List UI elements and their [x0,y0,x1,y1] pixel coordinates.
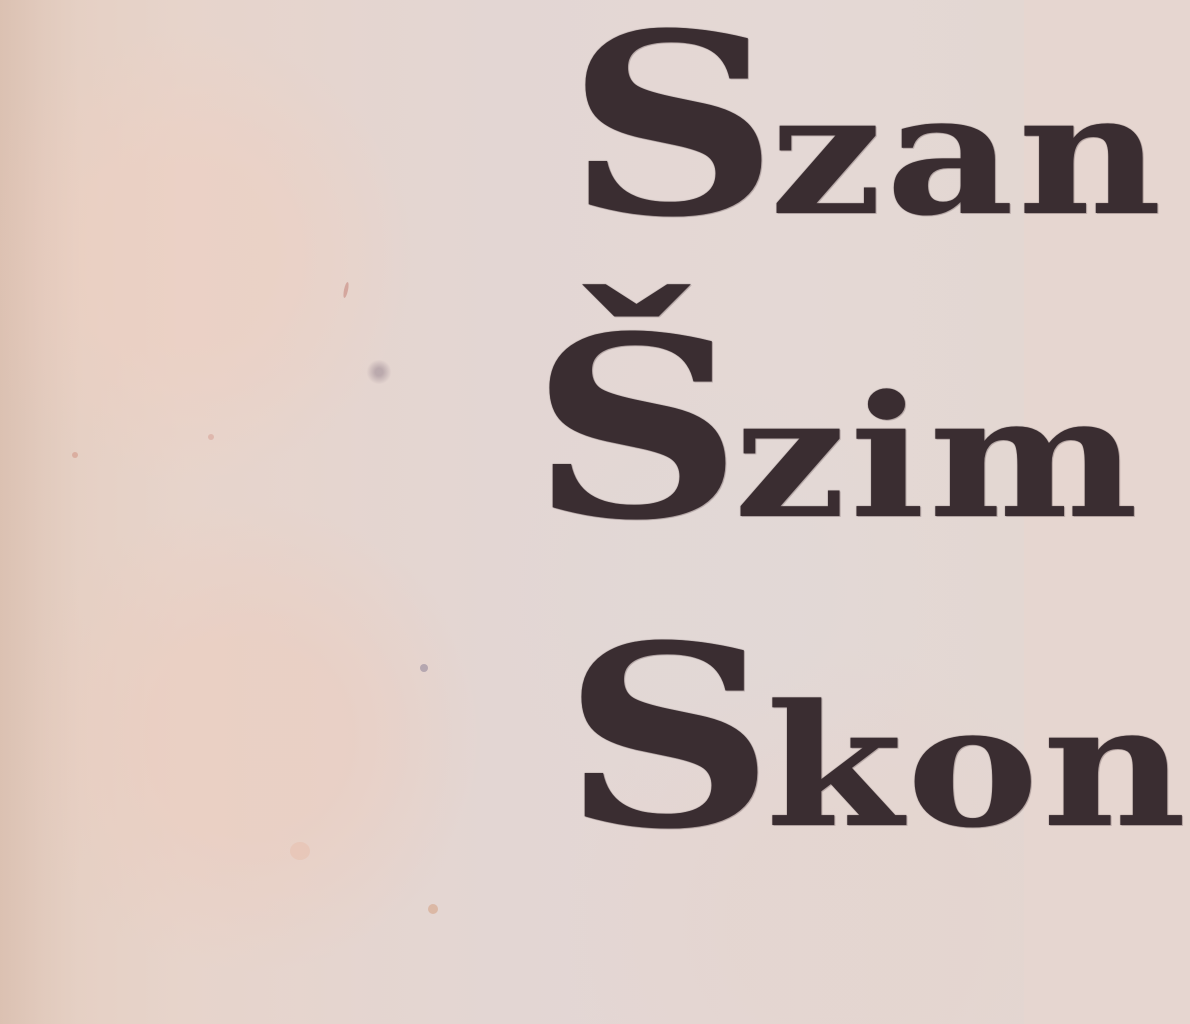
surname-initial: Š [530,281,744,575]
surname-text: kon [765,667,1190,865]
surname-text: zim [733,358,1142,556]
surname-entry [530,281,1142,575]
surname-initial: S [562,590,776,884]
surname-entry [562,590,1190,884]
surname-initial: S [566,0,780,272]
surname-text: zan [769,55,1166,253]
surname-entry [566,0,1166,272]
